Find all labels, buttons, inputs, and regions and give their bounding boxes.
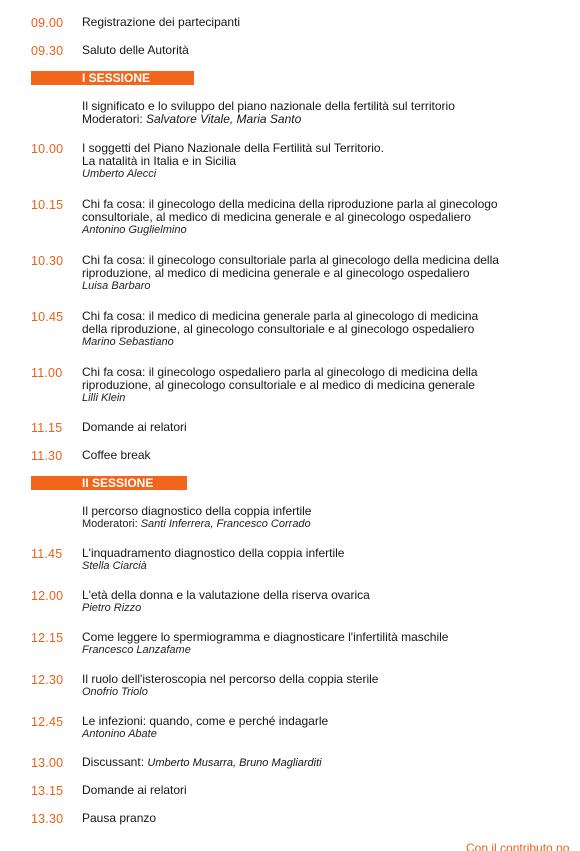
talk-title-line: della riproduzione, al ginecologo consultoriale e al ginecologo ospedaliero	[82, 322, 475, 336]
talk-title-line: I soggetti del Piano Nazionale della Fertilità sul Territorio.	[82, 141, 384, 155]
speaker-name: Luisa Barbaro	[82, 280, 151, 292]
moderators-label: Moderatori:	[82, 518, 138, 530]
session-label: II SESSIONE	[82, 476, 154, 490]
item-title: Registrazione dei partecipanti	[82, 15, 241, 29]
speaker-name: Antonino Guglielmino	[82, 224, 187, 236]
time-label: 13.15	[31, 784, 64, 798]
time-label: 11.00	[31, 366, 63, 380]
time-label: 09.00	[31, 16, 64, 30]
sponsor-note: Con il contributo no	[466, 841, 570, 851]
item-title: Domande ai relatori	[82, 783, 187, 797]
talk-title: Il ruolo dell'isteroscopia nel percorso della coppia sterile	[82, 672, 379, 686]
speaker-name: Onofrio Triolo	[82, 686, 148, 698]
moderators-names: Santi Inferrera, Francesco Corrado	[140, 518, 311, 530]
speaker-name: Francesco Lanzafame	[82, 644, 191, 656]
time-label: 12.15	[31, 631, 64, 645]
talk-title-line: Chi fa cosa: il ginecologo della medicina della riproduzione parla al ginecologo	[82, 197, 498, 211]
speaker-name: Umberto Alecci	[82, 168, 157, 180]
time-label: 12.45	[31, 715, 64, 729]
item-title: Pausa pranzo	[82, 811, 157, 825]
time-label: 11.45	[31, 547, 63, 561]
talk-title: L'età della donna e la valutazione della riserva ovarica	[82, 588, 370, 602]
time-label: 11.30	[31, 449, 63, 463]
talk-title-line: riproduzione, al medico di medicina generale e al ginecologo ospedaliero	[82, 266, 470, 280]
moderators-label: Moderatori:	[82, 112, 143, 126]
time-label: 12.30	[31, 673, 64, 687]
time-label: 13.00	[31, 756, 64, 770]
item-title: Coffee break	[82, 448, 151, 462]
talk-title-line: Chi fa cosa: il medico di medicina generale parla al ginecologo di medicina	[82, 309, 479, 323]
time-label: 10.00	[31, 142, 64, 156]
moderators-line	[82, 518, 562, 531]
session-intro-title: Il significato e lo sviluppo del piano nazionale della fertilità sul territorio	[82, 99, 455, 113]
talk-title-line: Chi fa cosa: il ginecologo consultoriale parla al ginecologo della medicina della	[82, 253, 499, 267]
talk-title: L'inquadramento diagnostico della coppia infertile	[82, 546, 345, 560]
item-title: Saluto delle Autorità	[82, 43, 189, 57]
speaker-name: Stella Ciarcià	[82, 560, 147, 572]
time-label: 10.45	[31, 310, 64, 324]
discussant-names: Umberto Musarra, Bruno Magliarditi	[147, 757, 322, 769]
speaker-name: Pietro Rizzo	[82, 602, 142, 614]
moderators-names: Salvatore Vitale, Maria Santo	[146, 112, 302, 126]
time-label: 11.15	[31, 421, 63, 435]
time-label: 12.00	[31, 589, 64, 603]
session-intro-title: Il percorso diagnostico della coppia infertile	[82, 504, 312, 518]
discussant-label: Discussant:	[82, 755, 145, 769]
talk-title-line: consultoriale, al medico di medicina generale e al ginecologo ospedaliero	[82, 210, 471, 224]
discussant-line	[82, 756, 562, 770]
talk-title-line: riproduzione, al ginecologo consultoriale e al medico di medicina generale	[82, 378, 475, 392]
talk-title: Le infezioni: quando, come e perché indagarle	[82, 714, 329, 728]
talk-title: Come leggere lo spermiogramma e diagnosticare l'infertilità maschile	[82, 630, 449, 644]
time-label: 10.30	[31, 254, 64, 268]
moderators-line	[82, 113, 562, 126]
talk-title-line: Chi fa cosa: il ginecologo ospedaliero parla al ginecologo di medicina della	[82, 365, 478, 379]
speaker-name: Antonino Abate	[82, 728, 157, 740]
time-label: 09.30	[31, 44, 64, 58]
session-label: I SESSIONE	[82, 71, 151, 85]
talk-title-line: La natalità in Italia e in Sicilia	[82, 154, 237, 168]
time-label: 10.15	[31, 198, 64, 212]
speaker-name: Lilli Klein	[82, 392, 126, 404]
item-title: Domande ai relatori	[82, 420, 187, 434]
time-label: 13.30	[31, 812, 64, 826]
speaker-name: Marino Sebastiano	[82, 336, 174, 348]
